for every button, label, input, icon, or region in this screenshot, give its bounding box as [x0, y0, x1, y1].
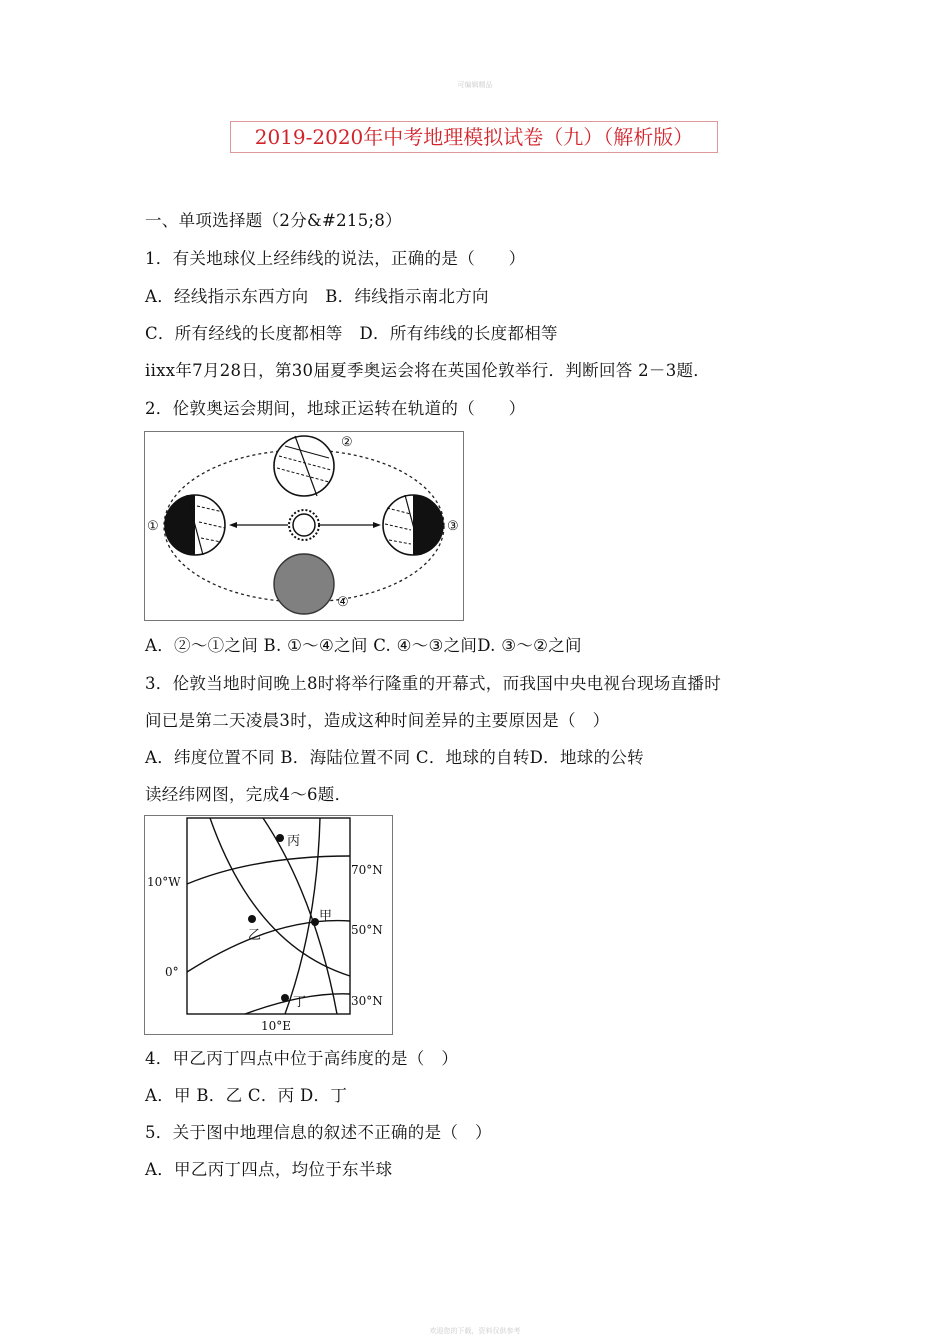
header-watermark: 可编辑精品 — [457, 81, 493, 89]
question-1: 1．有关地球仪上经纬线的说法，正确的是（ ） — [145, 249, 526, 268]
section-heading: 一、单项选择题（2分&#215;8） — [145, 211, 402, 230]
point-label-bing: 丙 — [287, 834, 301, 849]
question-3-options: A．纬度位置不同 B．海陆位置不同 C．地球的自转D．地球的公转 — [145, 748, 644, 767]
question-1-options-cd: C．所有经线的长度都相等 D．所有纬线的长度都相等 — [145, 324, 558, 343]
orbit-label-4: ④ — [337, 595, 349, 610]
question-4: 4．甲乙丙丁四点中位于高纬度的是（ ） — [145, 1049, 459, 1068]
intro-questions-4-6: 读经纬网图，完成4～6题． — [145, 785, 352, 804]
earth-orbit-figure — [144, 431, 464, 621]
question-1-options-ab: A．经线指示东西方向 B．纬线指示南北方向 — [145, 287, 489, 306]
question-3-line-2: 间已是第二天凌晨3时，造成这种时间差异的主要原因是（ ） — [145, 711, 610, 730]
label-10e: 10°E — [261, 1019, 292, 1033]
label-0: 0° — [165, 965, 179, 979]
point-bing — [276, 834, 284, 842]
point-label-yi: 乙 — [248, 928, 262, 943]
earth-position-3 — [383, 495, 443, 555]
graticule-map-figure — [144, 815, 393, 1035]
footer-watermark: 欢迎您的下载，资料仅供参考 — [429, 1327, 521, 1335]
question-2-options: A．②～①之间 B. ①～④之间 C. ④～③之间D. ③～②之间 — [145, 636, 582, 655]
question-4-options: A．甲 B．乙 C．丙 D．丁 — [145, 1086, 348, 1105]
question-5-option-a: A．甲乙丙丁四点，均位于东半球 — [145, 1160, 393, 1179]
earth-position-2 — [274, 436, 334, 496]
point-label-jia: 甲 — [319, 909, 333, 924]
label-50n: 50°N — [351, 923, 383, 937]
point-yi — [248, 915, 256, 923]
question-3-line-1: 3．伦敦当地时间晚上8时将举行隆重的开幕式，而我国中央电视台现场直播时 — [145, 674, 721, 693]
orbit-label-2: ② — [341, 435, 353, 450]
intro-questions-2-3: iixx年7月28日，第30届夏季奥运会将在英国伦敦举行．判断回答 2－3题． — [145, 361, 711, 380]
earth-position-1 — [165, 495, 225, 555]
orbit-label-3: ③ — [447, 519, 459, 534]
question-5: 5．关于图中地理信息的叙述不正确的是（ ） — [145, 1123, 492, 1142]
parallel-70n — [187, 856, 350, 884]
point-label-ding: 丁 — [293, 995, 307, 1010]
label-10w: 10°W — [147, 875, 181, 889]
label-70n: 70°N — [351, 863, 383, 877]
sun-icon — [289, 510, 319, 540]
point-ding — [281, 994, 289, 1002]
question-2: 2．伦敦奥运会期间，地球正运转在轨道的（ ） — [145, 399, 526, 418]
orbit-label-1: ① — [147, 519, 159, 534]
label-30n: 30°N — [351, 994, 383, 1008]
point-jia — [311, 918, 319, 926]
page-title: 2019-2020年中考地理模拟试卷（九）（解析版） — [230, 121, 718, 153]
earth-position-4 — [274, 554, 334, 614]
